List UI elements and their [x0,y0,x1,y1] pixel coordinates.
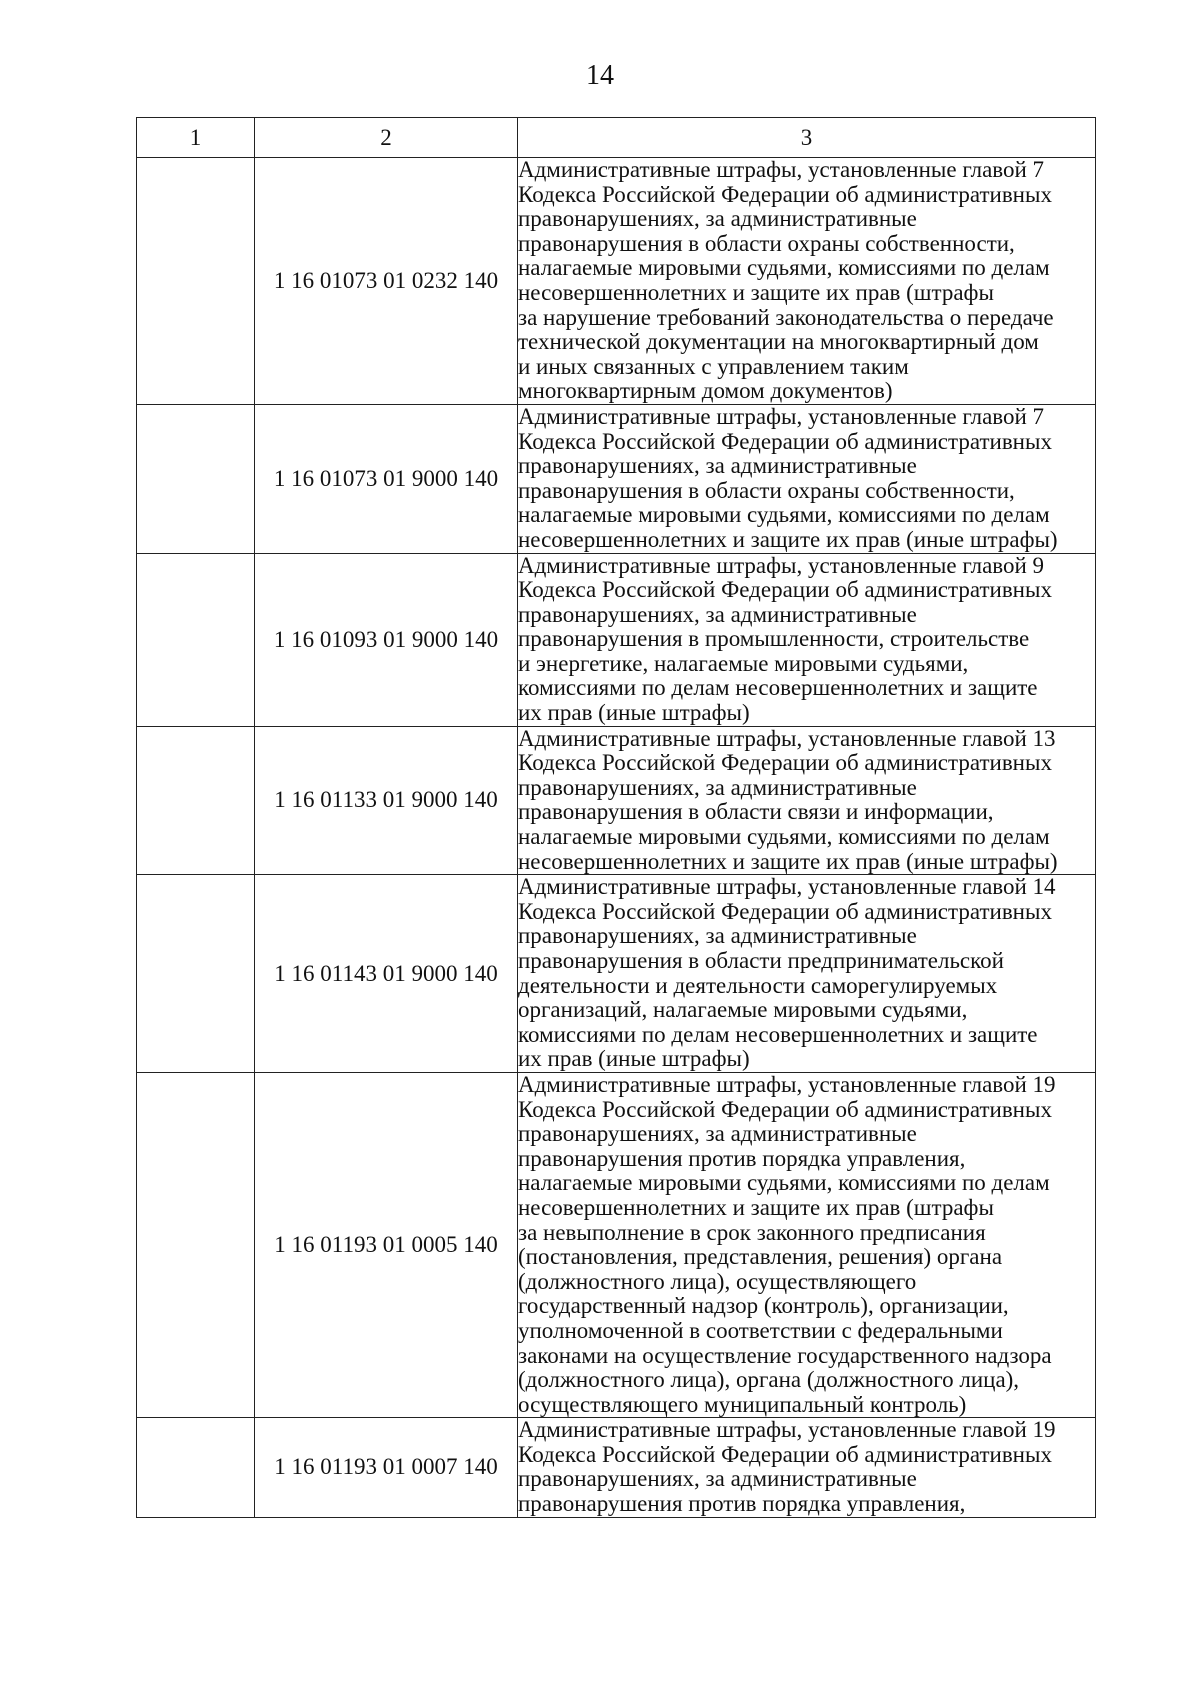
header-col-1: 1 [137,118,255,158]
description-line: правонарушения в области охраны собственности, [518,230,1015,256]
description-line: (постановления, представления, решения) органа [518,1244,1003,1270]
description-line: правонарушениях, за административные [518,1121,917,1147]
header-col-3: 3 [518,118,1096,158]
header-col-2: 2 [255,118,518,158]
description-line: (должностного лица), органа (должностного лица), [518,1367,1020,1393]
table-row [137,553,1096,726]
description-line: несовершеннолетних и защите их прав (штрафы [518,279,994,305]
description-line: Административные штрафы, установленные главой 14 [518,874,1056,900]
description-line: налагаемые мировыми судьями, комиссиями по делам [518,502,1050,528]
description-cell [518,875,1096,1073]
description-line: уполномоченной в соответствии с федеральными [518,1317,1003,1343]
description-cell [518,1072,1096,1417]
description-cell [518,158,1096,405]
description-line: правонарушениях, за административные [518,453,917,479]
table-body [137,158,1096,1518]
row-number-cell [137,1072,255,1417]
table-row [137,1418,1096,1517]
description-line: Административные штрафы, установленные главой 19 [518,1417,1056,1443]
description-line: их прав (иные штрафы) [518,1046,750,1072]
description-line: правонарушения в области предпринимательской [518,948,1004,973]
description-line: многоквартирным домом документов) [518,378,893,404]
description-line: организаций, налагаемые мировыми судьями, [518,997,968,1023]
page-number: 14 [586,60,614,91]
description-line: правонарушения в промышленности, строительстве [518,626,1030,652]
description-line: государственный надзор (контроль), организации, [518,1293,1009,1319]
description-line: правонарушения в области охраны собственности, [518,477,1015,503]
description-line: Кодекса Российской Федерации об административных [518,428,1052,454]
row-number-cell [137,404,255,553]
row-number-cell [137,553,255,726]
description-line: Кодекса Российской Федерации об административных [518,577,1052,603]
description-line: их прав (иные штрафы) [518,700,750,726]
description-line: налагаемые мировыми судьями, комиссиями по делам [518,824,1050,850]
description-line: за нарушение требований законодательства о передаче [518,304,1054,330]
description-line: за невыполнение в срок законного предписания [518,1219,986,1245]
description-line: (должностного лица), осуществляющего [518,1268,917,1294]
description-line: Кодекса Российской Федерации об административных [518,181,1052,207]
description-line: комиссиями по делам несовершеннолетних и защите [518,1021,1038,1047]
description-line: правонарушениях, за административные [518,1466,917,1492]
description-line: правонарушения против порядка управления, [518,1145,966,1171]
description-line: деятельности и деятельности саморегулируемых [518,972,998,998]
description-line: технической документации на многоквартирный дом [518,329,1039,355]
description-cell [518,726,1096,875]
description-line: правонарушениях, за административные [518,601,917,627]
budget-code-cell: 1 16 01193 01 0005 140 [255,1072,518,1417]
table-row [137,1072,1096,1417]
budget-code-cell: 1 16 01093 01 9000 140 [255,553,518,726]
description-cell [518,553,1096,726]
description-line: Кодекса Российской Федерации об административных [518,1096,1052,1122]
description-line: Административные штрафы, установленные главой 7 [518,403,1045,429]
description-line: комиссиями по делам несовершеннолетних и защите [518,675,1038,701]
description-line: законами на осуществление государственного надзора [518,1342,1052,1368]
table-header-row [137,118,1096,158]
description-line: Кодекса Российской Федерации об административных [518,1441,1052,1467]
description-line: осуществляющего муниципальный контроль) [518,1391,967,1417]
table-row [137,404,1096,553]
description-cell [518,1418,1096,1517]
description-line: и иных связанных с управлением таким [518,353,909,379]
table-row [137,875,1096,1073]
codes-table [136,117,1096,1518]
description-line: несовершеннолетних и защите их прав (иные штрафы) [518,848,1058,874]
description-cell [518,404,1096,553]
row-number-cell [137,726,255,875]
description-line: Административные штрафы, установленные главой 19 [518,1071,1056,1097]
description-line: Административные штрафы, установленные главой 13 [518,725,1056,751]
description-line: правонарушения в области связи и информации, [518,799,994,825]
table-row [137,726,1096,875]
budget-code-cell: 1 16 01073 01 0232 140 [255,158,518,405]
row-number-cell [137,875,255,1073]
description-line: правонарушения против порядка управления, [518,1491,966,1517]
budget-code-cell: 1 16 01073 01 9000 140 [255,404,518,553]
row-number-cell [137,158,255,405]
table-row [137,158,1096,405]
budget-code-cell: 1 16 01193 01 0007 140 [255,1418,518,1517]
description-line: правонарушениях, за административные [518,206,917,232]
description-line: и энергетике, налагаемые мировыми судьями, [518,650,969,676]
description-line: Административные штрафы, установленные главой 9 [518,552,1045,578]
description-line: налагаемые мировыми судьями, комиссиями по делам [518,255,1050,281]
description-line: Административные штрафы, установленные главой 7 [518,157,1045,182]
row-number-cell [137,1418,255,1517]
budget-code-cell: 1 16 01133 01 9000 140 [255,726,518,875]
description-line: правонарушениях, за административные [518,774,917,800]
description-line: налагаемые мировыми судьями, комиссиями по делам [518,1170,1050,1196]
description-line: Кодекса Российской Федерации об административных [518,898,1052,924]
description-line: правонарушениях, за административные [518,923,917,949]
description-line: несовершеннолетних и защите их прав (иные штрафы) [518,526,1058,552]
description-line: Кодекса Российской Федерации об административных [518,750,1052,776]
description-line: несовершеннолетних и защите их прав (штрафы [518,1194,994,1220]
budget-code-cell: 1 16 01143 01 9000 140 [255,875,518,1073]
